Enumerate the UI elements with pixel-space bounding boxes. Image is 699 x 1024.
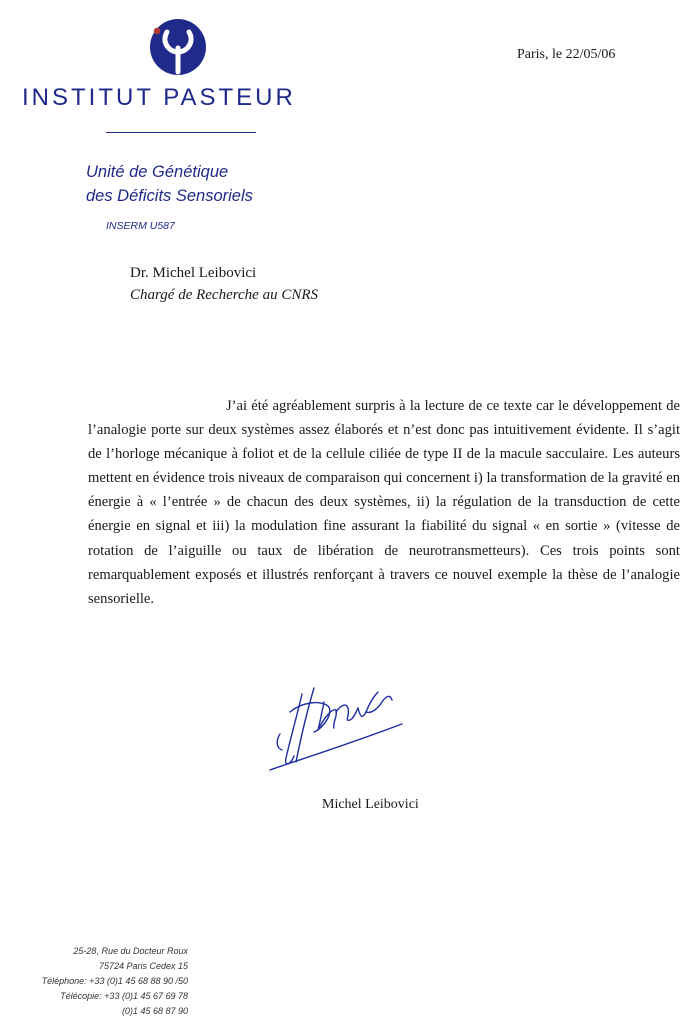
author-title: Chargé de Recherche au CNRS <box>130 287 319 303</box>
footer-phone: Téléphone: +33 (0)1 45 68 88 90 /50 <box>41 976 188 986</box>
letter-body <box>88 394 680 611</box>
letter-date: Paris, le 22/05/06 <box>517 47 616 62</box>
letterhead-divider <box>106 132 256 133</box>
footer-extra-number: (0)1 45 68 87 90 <box>121 1006 188 1016</box>
unit-name-line2: des Déficits Sensoriels <box>86 187 253 205</box>
footer-address-line2: 75724 Paris Cedex 15 <box>98 961 188 971</box>
author-name: Dr. Michel Leibovici <box>130 265 257 281</box>
author-block <box>130 262 318 306</box>
unit-name <box>86 160 253 208</box>
footer-fax: Télécopie: +33 (0)1 45 67 69 78 <box>60 991 188 1001</box>
unit-name-line1: Unité de Génétique <box>86 163 229 181</box>
body-paragraph: J’ai été agréablement surpris à la lecture de ce texte car le développement de l’analogie porte sur deux systèmes assez élaborés et n’est donc pas intuitivement évidente. Il s’agit de l’horloge mécanique à foliot et de la cellule ciliée de type II de la macule sacculaire. Les auteurs mettent en évidence trois niveaux de comparaison qui concernent i) la transformation de la gravité en énergie à « l’entrée » de chacun des deux systèmes, ii) la régulation de la transduction de cette énergie en signal et iii) la modulation fine assurant la fiabilité du signal « en sortie » (vitesse de rotation de l’aiguille ou taux de libération de neurotransmetteurs). Ces trois points sont remarquablement exposés et illustrés renforçant à travers ce nouvel exemple la thèse de l’analogie sensorielle. <box>88 398 680 607</box>
institut-pasteur-logo-icon <box>149 18 207 76</box>
institution-name: INSTITUT PASTEUR <box>22 84 296 111</box>
signer-name: Michel Leibovici <box>322 797 419 812</box>
footer-address <box>20 944 188 1019</box>
inserm-code: INSERM U587 <box>106 220 175 232</box>
handwritten-signature-icon <box>262 672 412 782</box>
footer-address-line1: 25-28, Rue du Docteur Roux <box>73 946 188 956</box>
